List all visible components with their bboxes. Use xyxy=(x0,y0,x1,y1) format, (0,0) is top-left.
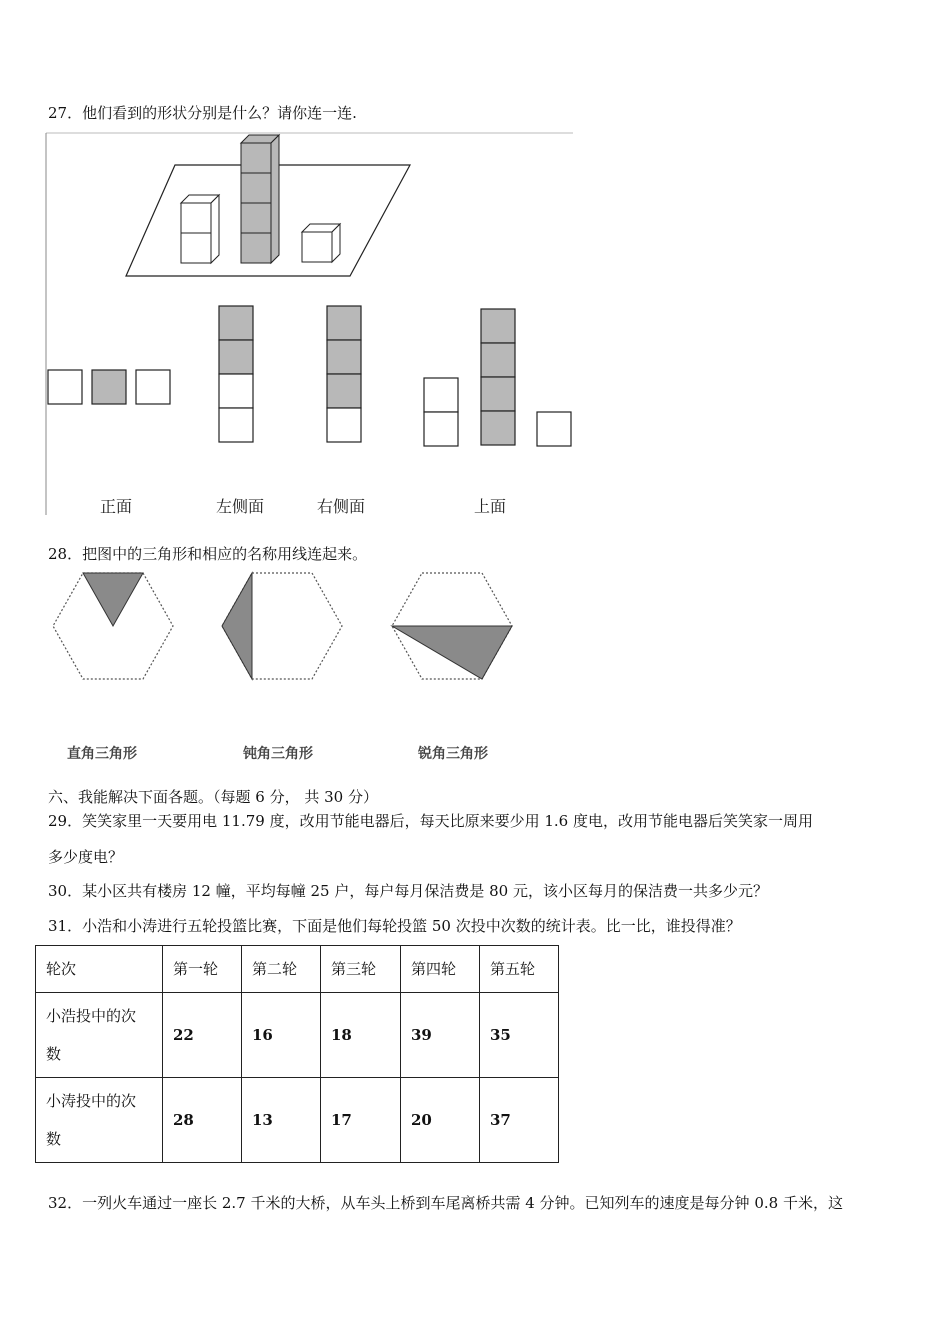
view-left-side xyxy=(219,306,253,442)
view-label-right: 右侧面 xyxy=(317,497,366,516)
q29-line2: 多少度电？ xyxy=(48,848,124,866)
row-label-line2: 数 xyxy=(46,1045,62,1063)
q27-text: 27．他们看到的形状分别是什么？请你连一连. xyxy=(48,104,357,122)
table-cell: 16 xyxy=(242,993,321,1078)
name-label-right-triangle: 直角三角形 xyxy=(67,746,137,762)
view-top xyxy=(424,309,571,446)
view-label-top: 上面 xyxy=(474,497,507,516)
triangle-obtuse xyxy=(222,573,252,679)
table-cell: 35 xyxy=(480,993,559,1078)
row-label-line1: 小涛投中的次 xyxy=(46,1092,137,1110)
q29-line1: 29．笑笑家里一天要用电 11.79 度，改用节能电器后，每天比原来要少用 1.6 度电，改用节能电器后笑笑家一周用 xyxy=(48,812,813,830)
table-cell: 28 xyxy=(163,1078,242,1163)
table-cell: 37 xyxy=(480,1078,559,1163)
name-label-obtuse-triangle: 钝角三角形 xyxy=(243,746,313,762)
table-row xyxy=(36,993,559,1078)
row-label-line2: 数 xyxy=(46,1130,62,1148)
table-cell: 20 xyxy=(401,1078,480,1163)
cube-stack-left xyxy=(181,195,219,263)
view-right-side xyxy=(327,306,361,442)
table-cell: 39 xyxy=(401,993,480,1078)
hexagon-2 xyxy=(222,573,342,679)
table-cell: 17 xyxy=(321,1078,401,1163)
header-cell: 第三轮 xyxy=(321,946,401,993)
q28-figure xyxy=(45,568,585,768)
table-cell: 13 xyxy=(242,1078,321,1163)
row-label-line1: 小浩投中的次 xyxy=(46,1007,137,1025)
header-cell: 第一轮 xyxy=(163,946,242,993)
q28-text: 28．把图中的三角形和相应的名称用线连起来。 xyxy=(48,545,368,563)
header-cell: 第四轮 xyxy=(401,946,480,993)
q32-text: 32．一列火车通过一座长 2.7 千米的大桥，从车头上桥到车尾离桥共需 4 分钟。已知列车的速度是每分钟 0.8 千米，这 xyxy=(48,1194,843,1212)
hexagon-3 xyxy=(392,573,512,679)
cube-stack-right xyxy=(302,224,340,262)
q31-text: 31．小浩和小涛进行五轮投篮比赛，下面是他们每轮投篮 50 次投中次数的统计表。比一比，谁投得准？ xyxy=(48,917,741,935)
header-cell: 轮次 xyxy=(36,946,163,993)
table-cell: 22 xyxy=(163,993,242,1078)
cube-stack-middle xyxy=(241,135,279,263)
view-label-left: 左侧面 xyxy=(216,497,265,516)
q31-stats-table xyxy=(35,945,559,1163)
view-front xyxy=(48,370,170,404)
hexagon-1 xyxy=(53,573,173,679)
section-6-title: 六、我能解决下面各题。（每题 6 分， 共 30 分） xyxy=(48,788,378,806)
q27-figure xyxy=(40,130,580,520)
name-label-acute-triangle: 锐角三角形 xyxy=(418,746,488,762)
header-cell: 第五轮 xyxy=(480,946,559,993)
row-label xyxy=(36,993,163,1078)
row-label xyxy=(36,1078,163,1163)
q30-text: 30．某小区共有楼房 12 幢，平均每幢 25 户，每户每月保洁费是 80 元，该小区每月的保洁费一共多少元？ xyxy=(48,882,768,900)
table-header-row xyxy=(36,946,559,993)
header-cell: 第二轮 xyxy=(242,946,321,993)
table-cell: 18 xyxy=(321,993,401,1078)
view-label-front: 正面 xyxy=(100,497,133,516)
table-row xyxy=(36,1078,559,1163)
